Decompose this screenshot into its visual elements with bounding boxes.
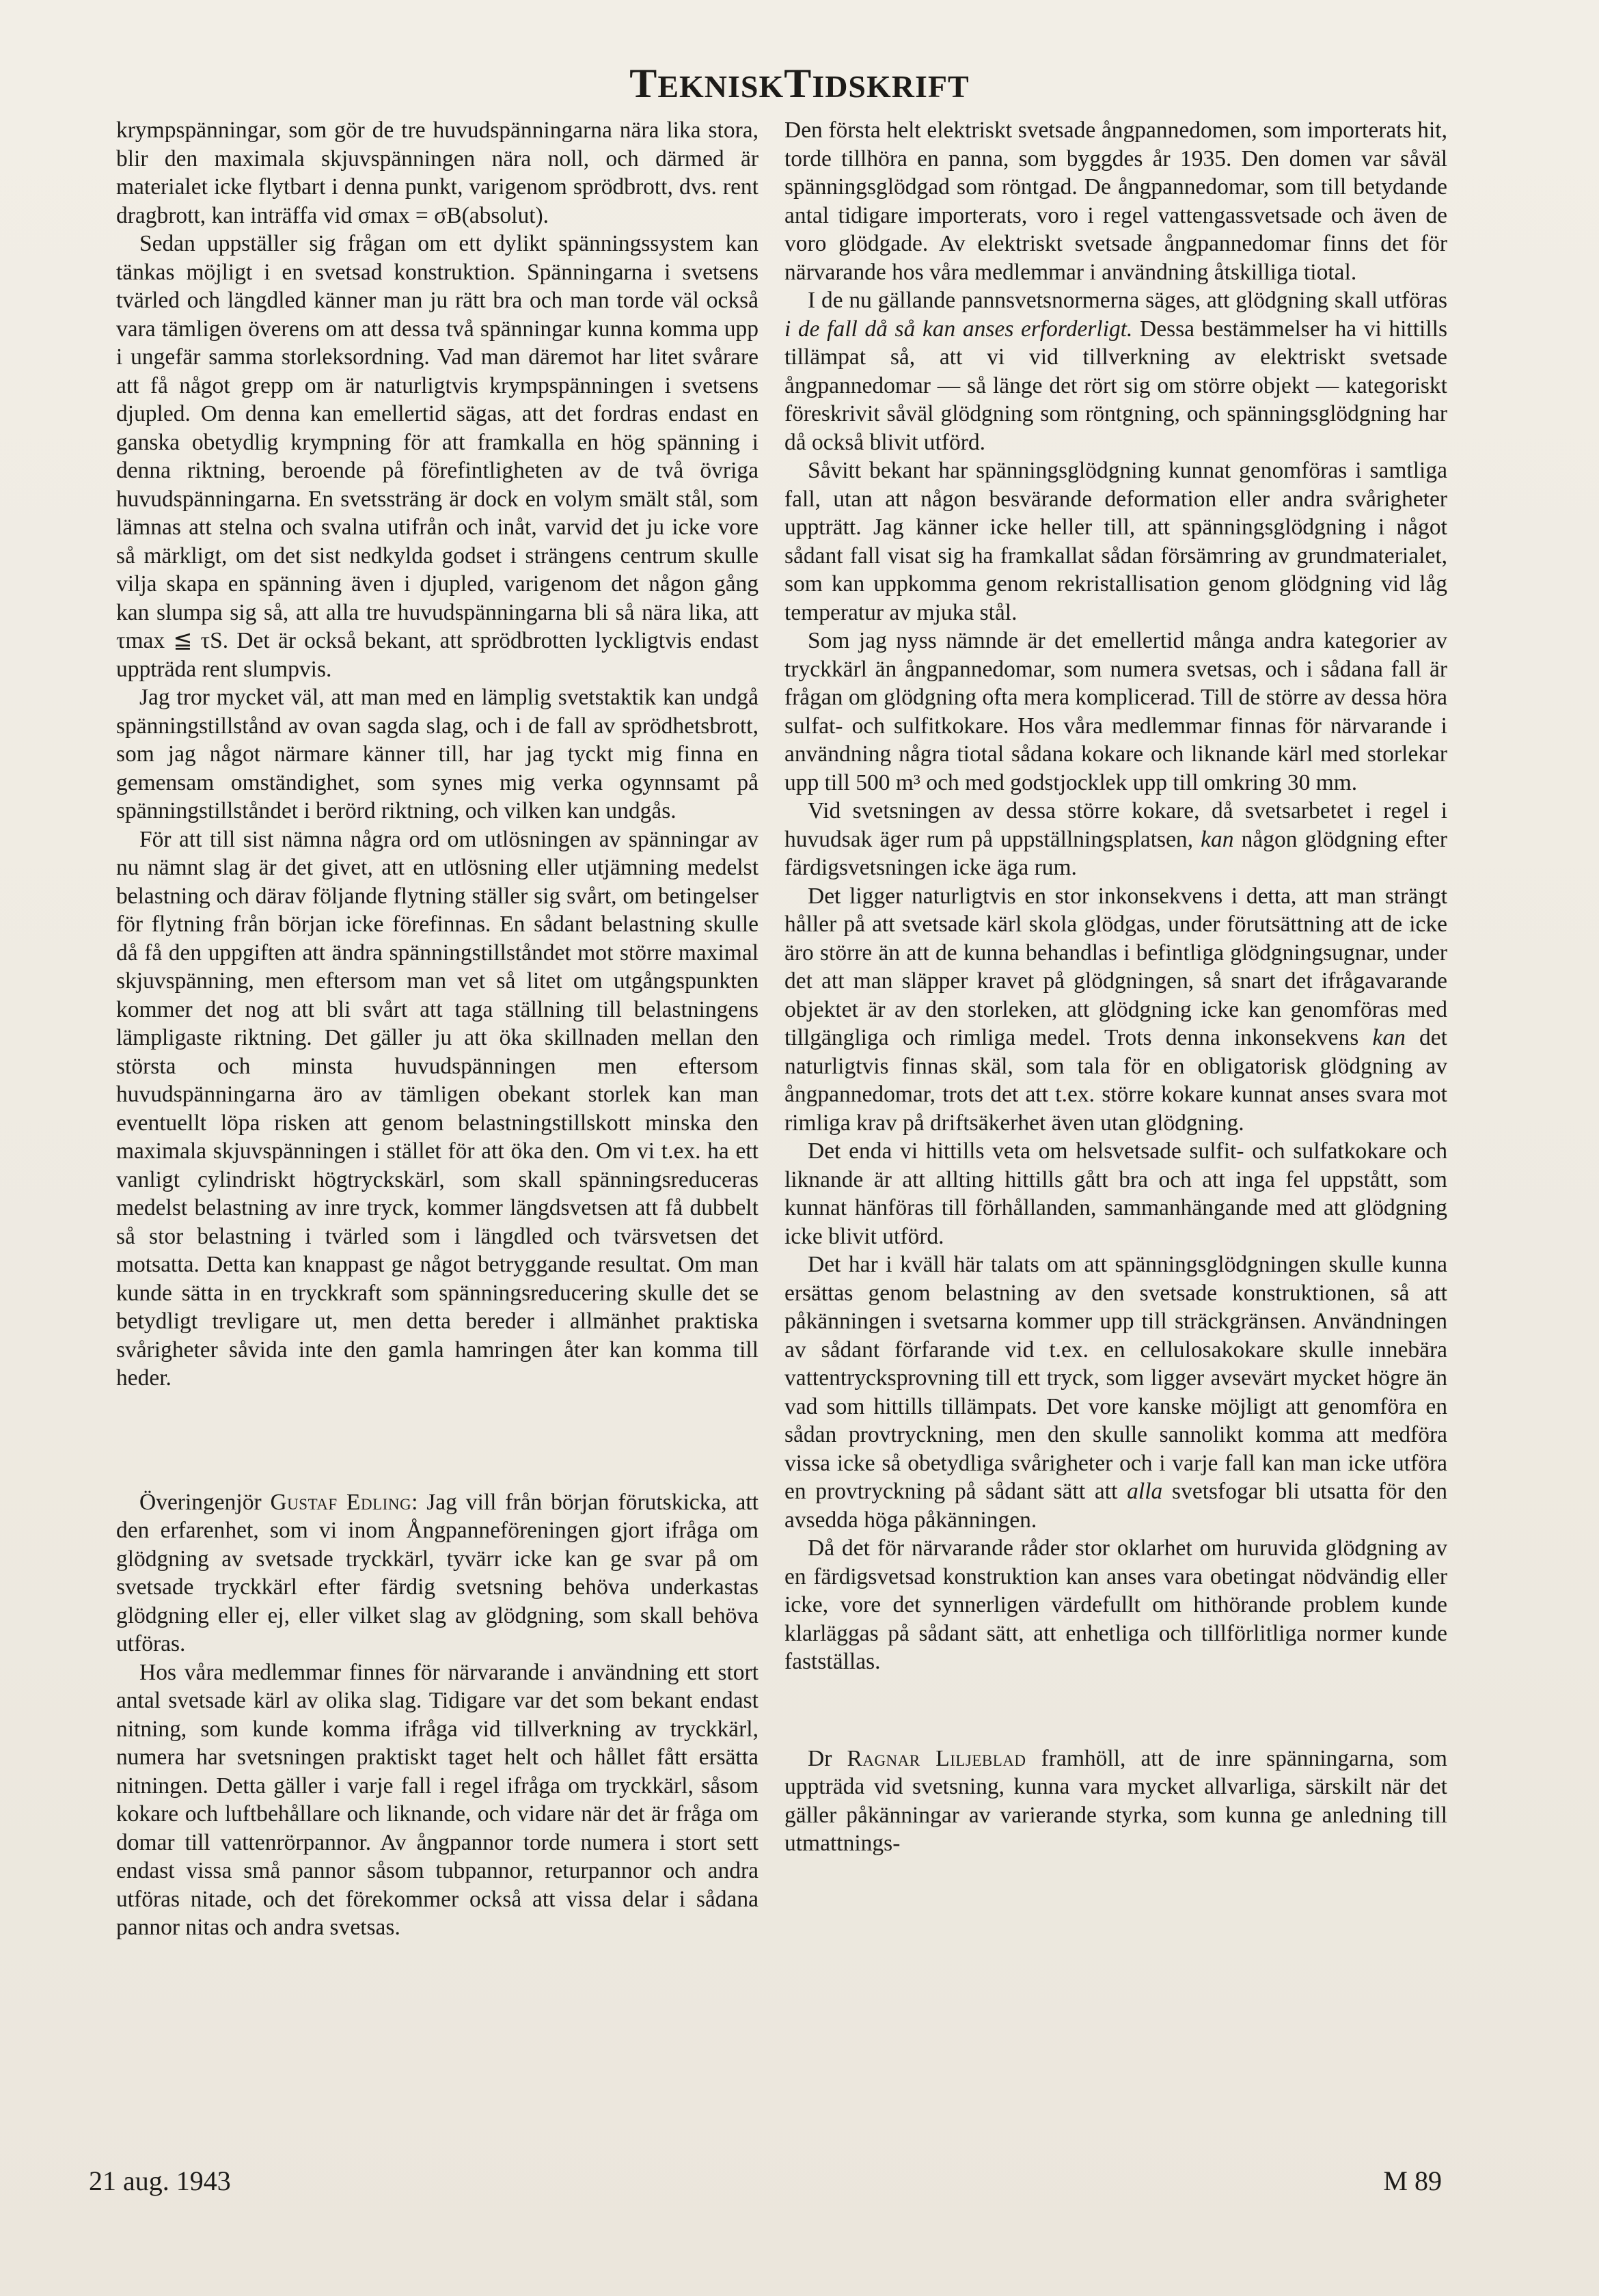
paragraph: Då det för närvarande råder stor oklarhet om huruvida glödgning av en färdigsvetsad konstruktion kan anses vara obetingat nödvändig eller icke, vore det synnerligen värdefullt om hithörande problem kunde klarläggas på sådant sätt, att enhetliga och tillförlitliga normer kunde fastställas.: [784, 1535, 1447, 1674]
paragraph: Vid svetsningen av dessa större kokare, då svetsarbetet i regel i huvudsak äger rum på uppställningsplatsen, kan någon glödgning efter färdigsvetsningen icke äga rum.: [784, 798, 1447, 880]
footer-date: 21 aug. 1943: [89, 2165, 231, 2196]
speaker-name: Ragnar Liljeblad: [847, 1745, 1026, 1771]
paragraph: Sedan uppställer sig frågan om ett dylikt spänningssystem kan tänkas möjligt i en svetsad konstruktion. Spänningarna i svetsens tvärled och längdled känner man ju rätt bra och man torde väl också vara tämligen överens om att dessa två spänningar kunna komma upp i ungefär samma storleksordning. Vad man däremot har litet svårare att få något grepp om är naturligtvis krympspänningen i svetsens djupled. Om denna kan emellertid sägas, att det fordras endast en ganska obetydlig krympning för att framkalla en hög spänning i denna riktning, beroende på förefintligheten av de två övriga huvudspänningarna. En svetssträng är dock en volym smält stål, som lämnas att stelna och svalna utifrån och inåt, varvid det ju icke vore så märkligt, om det sist nedkylda godset i strängens centrum skulle vilja skapa en spänning även i djupled, varigenom det någon gång kan slumpa sig så, att alla tre huvudspänningarna bli så nära lika, att τmax ≦ τS. Det är också bekant, att sprödbrotten lyckligtvis endast uppträda rent slumpvis.: [116, 231, 758, 682]
speaker-name: Gustaf Edling: [270, 1489, 412, 1515]
paragraph: I de nu gällande pannsvetsnormerna säges, att glödgning skall utföras i de fall då så kan anses erforderligt. Dessa bestämmelser ha vi hittills tillämpat så, att vi vid tillverkning av elektriskt svetsade ångpannedomar — så länge det rört sig om större objekt — kategoriskt föreskrivit såväl glödgning som röntgning, och spänningsglödgning har då också blivit utförd.: [784, 288, 1447, 455]
footer-page-number: M 89: [1383, 2165, 1442, 2196]
paragraph: Den första helt elektriskt svetsade ångpannedomen, som importerats hit, torde tillhöra en panna, som byggdes år 1935. Den domen var såväl spänningsglödgad som röntgad. De ångpannedomar, som till betydande antal tidigare importerats, voro i regel vattengassvetsade och även de voro glödgade. Av elektriskt svetsade ångpannedomar finns det för närvarande hos våra medlemmar i användning åtskilliga tiotal.: [784, 118, 1447, 285]
speaker-title: Överingenjör: [139, 1489, 262, 1515]
journal-title: TEKNISKTIDSKRIFT: [629, 61, 970, 106]
paragraph: Det har i kväll här talats om att spänningsglödgningen skulle kunna ersättas genom belastning av den svetsade konstruktionen, så att påkänningen i svetsarna kommer upp till sträckgränsen. Användningen av sådant förfarande vid t.ex. en cellulosakokare skulle innebära vattentrycksprovning till ett tryck, som ligger avsevärt mycket högre än vad som hittills tillämpats. Det vore kanske möjligt att genomföra en sådan provtryckning, men den skulle sannolikt komma att medföra vissa icke så obetydliga svårigheter och i varje fall kan man icke utföra en provtryckning på sådant sätt att alla svetsfogar bli utsatta för den avsedda höga påkänningen.: [784, 1252, 1447, 1533]
speaker-title: Dr: [808, 1745, 832, 1771]
paragraph: krympspänningar, som gör de tre huvudspänningarna nära lika stora, blir den maximala skjuvspänningen nära noll, och därmed är materialet icke flytbart i denna punkt, varigenom sprödbrott, dvs. rent dragbrott, kan inträffa vid σmax = σB(absolut).: [116, 118, 758, 228]
speaker-paragraph: Överingenjör Gustaf Edling: Jag vill från början förutskicka, att den erfarenhet, som vi inom Ångpanneföreningen gjort ifråga om glödgning av svetsade tryckkärl, tyvärr icke kan ge svar på om svetsade tryckkärl efter färdig svetsning behöva underkastas glödgning eller ej, eller vilket slag av glödgning, som skall behöva utföras.: [116, 1489, 758, 1656]
paragraph: Som jag nyss nämnde är det emellertid många andra kategorier av tryckkärl än ångpannedomar, som numera svetsas, och i sådana fall är frågan om glödgning ofta mera komplicerad. Till de större av dessa höra sulfat- och sulfitkokare. Hos våra medlemmar finnas för närvarande i användning några tiotal sådana kokare och liknande kärl med storlekar upp till 500 m³ och med godstjocklek upp till omkring 30 mm.: [784, 628, 1447, 795]
speaker-paragraph: Dr Ragnar Liljeblad framhöll, att de inre spänningarna, som uppträda vid svetsning, kunna vara mycket allvarliga, särskilt när det gäller påkänningar av varierande styrka, som kunna ge anledning till utmattnings-: [784, 1745, 1447, 1856]
paragraph: Det enda vi hittills veta om helsvetsade sulfit- och sulfatkokare och liknande är att allting hittills gått bra och att inga fel uppstått, som kunnat hänföras till förhållanden, sammanhängande med att glödgning icke blivit utförd.: [784, 1138, 1447, 1249]
paragraph: För att till sist nämna några ord om utlösningen av spänningar av nu nämnt slag är det givet, att en utlösning eller utjämning medelst belastning och därav följande flytning ställer sig svårt, om betingelser för flytning från början icke förefinnas. En sådant belastning skulle då få den uppgiften att ändra spänningstillståndet mot större maximal skjuvspänning, men eftersom man vet så litet om utgångspunkten kommer det nog att bli svårt att taga ställning till belastningens lämpligaste riktning. Det gäller ju att öka skillnaden mellan den största och minsta huvudspänningen men eftersom huvudspänningarna äro av tämligen obekant storlek kan man eventuellt löpa risken att genom belastningstillskott minska den maximala skjuvspänningen i stället för att öka den. Om vi t.ex. ha ett vanligt cylindriskt högtryckskärl, som skall spänningsreduceras medelst belastning av inre tryck, kommer längdsvetsen att få dubbelt så stor belastning i tvärled som i längdled och tvärsvetsen det motsatta. Detta kan knappast ge något betryggande resultat. Om man kunde sätta in en tryckkraft som spänningsreducering skulle det se betydligt trevligare ut, men detta bereder i allmänhet praktiska svårigheter såvida inte den gamla hamringen åter kan komma till heder.: [116, 826, 758, 1391]
right-column: [784, 116, 1447, 1858]
paragraph: Jag tror mycket väl, att man med en lämplig svetstaktik kan undgå spänningstillstånd av ovan sagda slag, och i de fall av sprödhetsbrott, som jag något närmare känner till, har jag tyckt mig finna en gemensam omständighet, som synes mig verka ogynnsamt på spänningstillståndet i berörd riktning, och vilken kan undgås.: [116, 685, 758, 823]
paragraph: Hos våra medlemmar finnes för närvarande i användning ett stort antal svetsade kärl av olika slag. Tidigare var det som bekant endast nitning, som kunde komma ifråga vid tillverkning av tryckkärl, numera har svetsningen praktiskt taget helt och hållet fått ersätta nitningen. Detta gäller i varje fall i regel ifråga om tryckkärl, såsom kokare och luftbehållare och liknande, och vidare när det är fråga om domar till vattenrörpannor. Av ångpannor torde numera i stort sett endast vissa små pannor såsom tubpannor, returpannor och andra utföras nitade, och det förekommer också att vissa delar i sådana pannor nitas och andra svetsas.: [116, 1659, 758, 1940]
paragraph: Det ligger naturligtvis en stor inkonsekvens i detta, att man strängt håller på att svetsade kärl skola glödgas, under förutsättning att de icke äro större än att de kunna behandlas i befintliga glödgningsugnar, under det att man släpper kravet på glödgningen, så snart det ifrågavarande objektet är av den storleken, att glödgning icke kan genomföras med tillgängliga och rimliga medel. Trots denna inkonsekvens kan det naturligtvis finnas skäl, som tala för en obligatorisk glödgning av ångpannedomar, trots det att t.ex. större kokare kunnat anses svara mot rimliga krav på driftsäkerhet även utan glödgning.: [784, 883, 1447, 1136]
paragraph: Såvitt bekant har spänningsglödgning kunnat genomföras i samtliga fall, utan att någon besvärande deformation eller andra svårigheter uppträtt. Jag känner icke heller till, att spänningsglödgning i något sådant fall visat sig ha framkallat sådan försämring av grundmaterialet, som kan uppkomma genom rekristallisation genom glödgning vid låg temperatur av mjuka stål.: [784, 458, 1447, 625]
left-column: [116, 116, 758, 1942]
